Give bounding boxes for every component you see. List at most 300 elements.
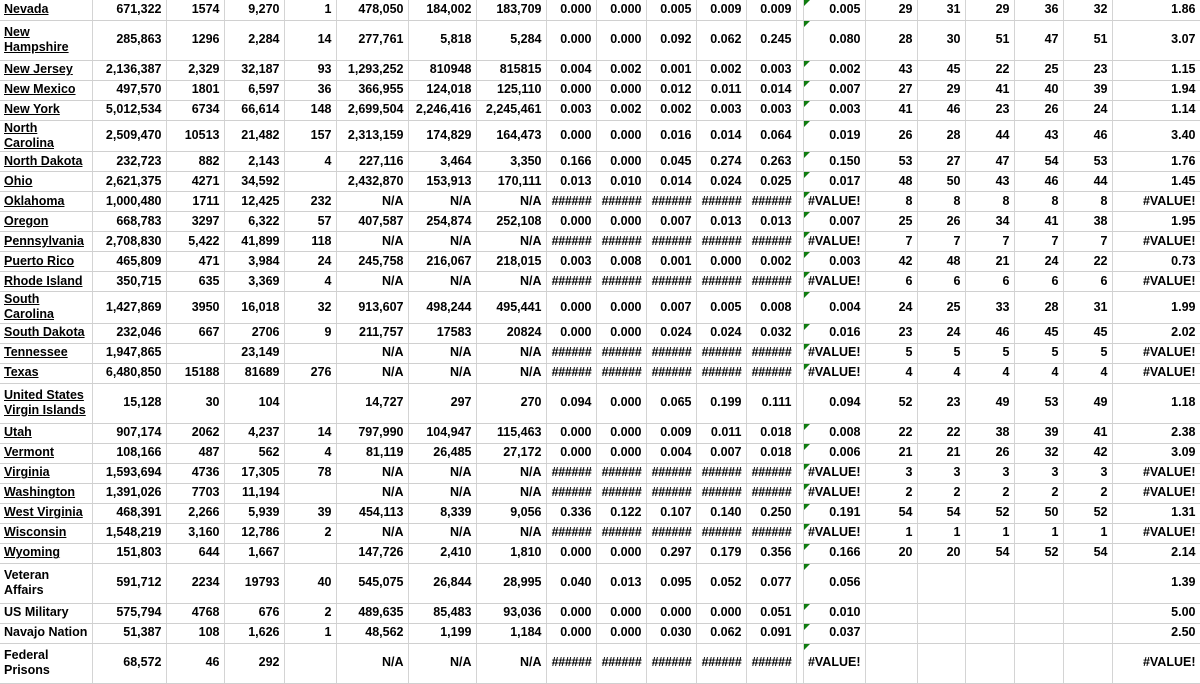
ratio-cell[interactable]: #VALUE!	[1112, 343, 1200, 363]
jurisdiction-link[interactable]: Utah	[4, 425, 32, 440]
cell-decimal[interactable]: 0.179	[696, 543, 746, 563]
cell-decimal[interactable]: 0.199	[696, 383, 746, 423]
cell-decimal[interactable]: 0.000	[546, 212, 596, 232]
cell-decimal[interactable]: 0.336	[546, 503, 596, 523]
cell-count[interactable]: 32,187	[224, 60, 284, 80]
cell-rank[interactable]: 45	[1063, 323, 1112, 343]
cell-decimal[interactable]: 0.013	[596, 563, 646, 603]
ratio-cell[interactable]: 2.02	[1112, 323, 1200, 343]
cell-count[interactable]: 4	[284, 443, 336, 463]
cell-decimal[interactable]: 0.012	[646, 80, 696, 100]
table-row[interactable]	[0, 192, 1200, 212]
row-header-jurisdiction[interactable]	[0, 80, 92, 100]
cell-dec-6[interactable]: #VALUE!	[803, 463, 865, 483]
cell-decimal[interactable]: 0.000	[546, 323, 596, 343]
ratio-cell[interactable]: #VALUE!	[1112, 483, 1200, 503]
cell-rank[interactable]: 40	[1014, 80, 1063, 100]
jurisdiction-link[interactable]: New Hampshire	[4, 24, 69, 54]
cell-decimal[interactable]: ######	[546, 192, 596, 212]
cell-count[interactable]: 2,699,504	[336, 100, 408, 120]
cell-rank[interactable]: 7	[865, 232, 917, 252]
cell-count[interactable]: 30	[166, 383, 224, 423]
table-row[interactable]	[0, 152, 1200, 172]
cell-count[interactable]: 51,387	[92, 623, 166, 643]
cell-decimal[interactable]: ######	[696, 523, 746, 543]
cell-decimal[interactable]: ######	[746, 643, 796, 683]
cell-rank[interactable]: 53	[1063, 152, 1112, 172]
cell-count[interactable]: 276	[284, 363, 336, 383]
cell-count[interactable]: 40	[284, 563, 336, 603]
cell-decimal[interactable]: 0.016	[646, 120, 696, 152]
ratio-cell[interactable]: #VALUE!	[1112, 463, 1200, 483]
jurisdiction-link[interactable]: Pennsylvania	[4, 233, 84, 248]
cell-decimal[interactable]: 0.062	[696, 623, 746, 643]
cell-count[interactable]: N/A	[336, 523, 408, 543]
cell-count[interactable]: 93	[284, 60, 336, 80]
cell-count[interactable]: 68,572	[92, 643, 166, 683]
cell-count[interactable]: 211,757	[336, 323, 408, 343]
cell-count[interactable]: 34,592	[224, 172, 284, 192]
cell-count[interactable]: 15188	[166, 363, 224, 383]
jurisdiction-link[interactable]: New Jersey	[4, 62, 73, 77]
cell-rank[interactable]: 6	[865, 272, 917, 292]
cell-rank[interactable]: 5	[917, 343, 965, 363]
cell-decimal[interactable]: 0.111	[746, 383, 796, 423]
cell-decimal[interactable]: ######	[646, 192, 696, 212]
cell-rank[interactable]	[1014, 603, 1063, 623]
cell-decimal[interactable]: 0.007	[646, 212, 696, 232]
cell-count[interactable]: 218,015	[476, 252, 546, 272]
cell-rank[interactable]: 22	[917, 423, 965, 443]
cell-rank[interactable]: 34	[965, 212, 1014, 232]
cell-count[interactable]: N/A	[476, 483, 546, 503]
cell-count[interactable]: 882	[166, 152, 224, 172]
cell-count[interactable]: 3,984	[224, 252, 284, 272]
row-header-jurisdiction[interactable]	[0, 60, 92, 80]
cell-decimal[interactable]: 0.009	[696, 0, 746, 20]
table-row[interactable]	[0, 363, 1200, 383]
cell-rank[interactable]: 32	[1014, 443, 1063, 463]
ratio-cell[interactable]: 3.09	[1112, 443, 1200, 463]
cell-rank[interactable]: 24	[917, 323, 965, 343]
cell-decimal[interactable]: ######	[646, 363, 696, 383]
row-header-jurisdiction[interactable]	[0, 643, 92, 683]
cell-rank[interactable]: 1	[1014, 523, 1063, 543]
cell-dec-6[interactable]: 0.166	[803, 543, 865, 563]
table-row[interactable]	[0, 643, 1200, 683]
row-header-jurisdiction[interactable]	[0, 192, 92, 212]
cell-decimal[interactable]: ######	[596, 483, 646, 503]
ratio-cell[interactable]: 2.50	[1112, 623, 1200, 643]
cell-count[interactable]: 1,199	[408, 623, 476, 643]
cell-rank[interactable]: 44	[965, 120, 1014, 152]
table-row[interactable]	[0, 80, 1200, 100]
cell-decimal[interactable]: 0.009	[746, 0, 796, 20]
cell-count[interactable]: 15,128	[92, 383, 166, 423]
cell-decimal[interactable]: 0.000	[596, 212, 646, 232]
cell-count[interactable]: 2	[284, 523, 336, 543]
cell-rank[interactable]: 46	[917, 100, 965, 120]
cell-rank[interactable]: 6	[917, 272, 965, 292]
cell-count[interactable]: N/A	[408, 192, 476, 212]
cell-decimal[interactable]: ######	[646, 483, 696, 503]
cell-rank[interactable]: 2	[1063, 483, 1112, 503]
cell-rank[interactable]: 3	[917, 463, 965, 483]
cell-count[interactable]: 1711	[166, 192, 224, 212]
cell-decimal[interactable]: ######	[546, 523, 596, 543]
cell-decimal[interactable]: 0.002	[596, 60, 646, 80]
row-header-jurisdiction[interactable]	[0, 20, 92, 60]
cell-rank[interactable]: 2	[865, 483, 917, 503]
cell-decimal[interactable]: 0.000	[596, 383, 646, 423]
cell-rank[interactable]	[865, 563, 917, 603]
cell-decimal[interactable]: 0.045	[646, 152, 696, 172]
cell-count[interactable]: 5,939	[224, 503, 284, 523]
cell-count[interactable]: 815815	[476, 60, 546, 80]
cell-count[interactable]: 252,108	[476, 212, 546, 232]
cell-decimal[interactable]: 0.008	[746, 292, 796, 324]
cell-rank[interactable]: 45	[1014, 323, 1063, 343]
cell-decimal[interactable]: 0.274	[696, 152, 746, 172]
cell-dec-6[interactable]: #VALUE!	[803, 363, 865, 383]
cell-rank[interactable]: 28	[1014, 292, 1063, 324]
cell-count[interactable]: 85,483	[408, 603, 476, 623]
cell-count[interactable]: 285,863	[92, 20, 166, 60]
cell-decimal[interactable]: 0.003	[546, 100, 596, 120]
cell-count[interactable]: 3297	[166, 212, 224, 232]
cell-decimal[interactable]: 0.000	[596, 120, 646, 152]
cell-count[interactable]: 39	[284, 503, 336, 523]
cell-rank[interactable]: 48	[865, 172, 917, 192]
table-row[interactable]	[0, 383, 1200, 423]
ratio-cell[interactable]: 1.86	[1112, 0, 1200, 20]
cell-dec-6[interactable]: 0.007	[803, 80, 865, 100]
cell-decimal[interactable]: 0.065	[646, 383, 696, 423]
cell-rank[interactable]: 52	[1063, 503, 1112, 523]
cell-count[interactable]: 575,794	[92, 603, 166, 623]
cell-count[interactable]: 125,110	[476, 80, 546, 100]
cell-rank[interactable]: 26	[917, 212, 965, 232]
row-header-jurisdiction[interactable]	[0, 120, 92, 152]
cell-count[interactable]: 1,667	[224, 543, 284, 563]
ratio-cell[interactable]: 1.76	[1112, 152, 1200, 172]
cell-count[interactable]: 46	[166, 643, 224, 683]
cell-count[interactable]: N/A	[336, 232, 408, 252]
ratio-cell[interactable]: #VALUE!	[1112, 232, 1200, 252]
jurisdiction-link[interactable]: Virginia	[4, 465, 50, 480]
cell-rank[interactable]: 46	[1014, 172, 1063, 192]
cell-rank[interactable]: 24	[1014, 252, 1063, 272]
cell-decimal[interactable]: ######	[696, 363, 746, 383]
ratio-cell[interactable]: #VALUE!	[1112, 523, 1200, 543]
cell-rank[interactable]: 45	[917, 60, 965, 80]
cell-rank[interactable]: 51	[965, 20, 1014, 60]
table-row[interactable]	[0, 20, 1200, 60]
cell-count[interactable]: N/A	[336, 343, 408, 363]
cell-count[interactable]: N/A	[408, 363, 476, 383]
cell-decimal[interactable]: 0.013	[696, 212, 746, 232]
cell-count[interactable]: N/A	[476, 192, 546, 212]
cell-count[interactable]: 471	[166, 252, 224, 272]
cell-rank[interactable]: 1	[965, 523, 1014, 543]
cell-count[interactable]: 5,012,534	[92, 100, 166, 120]
cell-decimal[interactable]: ######	[646, 343, 696, 363]
cell-rank[interactable]: 23	[1063, 60, 1112, 80]
cell-rank[interactable]: 32	[1063, 0, 1112, 20]
cell-rank[interactable]	[1063, 623, 1112, 643]
cell-dec-6[interactable]: 0.008	[803, 423, 865, 443]
cell-decimal[interactable]: 0.025	[746, 172, 796, 192]
row-header-jurisdiction[interactable]	[0, 232, 92, 252]
cell-count[interactable]: 8,339	[408, 503, 476, 523]
ratio-cell[interactable]: 3.07	[1112, 20, 1200, 60]
cell-count[interactable]: 270	[476, 383, 546, 423]
cell-decimal[interactable]: 0.052	[696, 563, 746, 603]
cell-rank[interactable]: 28	[917, 120, 965, 152]
cell-decimal[interactable]: 0.002	[646, 100, 696, 120]
cell-rank[interactable]: 30	[917, 20, 965, 60]
cell-rank[interactable]	[1063, 603, 1112, 623]
cell-decimal[interactable]: 0.000	[546, 0, 596, 20]
table-row[interactable]	[0, 232, 1200, 252]
cell-count[interactable]: 562	[224, 443, 284, 463]
cell-count[interactable]: 407,587	[336, 212, 408, 232]
cell-count[interactable]: 2,313,159	[336, 120, 408, 152]
cell-dec-6[interactable]: 0.003	[803, 100, 865, 120]
table-row[interactable]	[0, 463, 1200, 483]
cell-count[interactable]: N/A	[476, 463, 546, 483]
row-header-jurisdiction[interactable]	[0, 152, 92, 172]
cell-count[interactable]: 6734	[166, 100, 224, 120]
cell-count[interactable]: 108	[166, 623, 224, 643]
cell-rank[interactable]: 50	[917, 172, 965, 192]
cell-count[interactable]: 93,036	[476, 603, 546, 623]
cell-rank[interactable]: 8	[917, 192, 965, 212]
cell-count[interactable]: 2	[284, 603, 336, 623]
ratio-cell[interactable]: 1.14	[1112, 100, 1200, 120]
row-header-jurisdiction[interactable]	[0, 603, 92, 623]
cell-rank[interactable]	[1014, 623, 1063, 643]
cell-count[interactable]: 115,463	[476, 423, 546, 443]
cell-dec-6[interactable]: #VALUE!	[803, 643, 865, 683]
row-header-jurisdiction[interactable]	[0, 523, 92, 543]
cell-decimal[interactable]: 0.000	[596, 152, 646, 172]
cell-rank[interactable]: 24	[1063, 100, 1112, 120]
cell-rank[interactable]: 22	[965, 60, 1014, 80]
cell-decimal[interactable]: 0.011	[696, 80, 746, 100]
cell-count[interactable]: 1801	[166, 80, 224, 100]
cell-dec-6[interactable]: 0.016	[803, 323, 865, 343]
cell-decimal[interactable]: 0.000	[546, 443, 596, 463]
cell-count[interactable]: 2,621,375	[92, 172, 166, 192]
cell-dec-6[interactable]: 0.007	[803, 212, 865, 232]
cell-rank[interactable]: 3	[1063, 463, 1112, 483]
table-row[interactable]	[0, 443, 1200, 463]
cell-rank[interactable]: 7	[1063, 232, 1112, 252]
ratio-cell[interactable]: 2.14	[1112, 543, 1200, 563]
table-row[interactable]	[0, 172, 1200, 192]
table-row[interactable]	[0, 623, 1200, 643]
cell-count[interactable]: 26,844	[408, 563, 476, 603]
cell-count[interactable]: 14	[284, 423, 336, 443]
jurisdiction-link[interactable]: West Virginia	[4, 505, 83, 520]
cell-decimal[interactable]: ######	[696, 463, 746, 483]
cell-count[interactable]: 14,727	[336, 383, 408, 423]
cell-rank[interactable]: 33	[965, 292, 1014, 324]
table-row[interactable]	[0, 120, 1200, 152]
cell-rank[interactable]: 38	[965, 423, 1014, 443]
cell-count[interactable]: 57	[284, 212, 336, 232]
cell-decimal[interactable]: 0.024	[696, 172, 746, 192]
jurisdiction-link[interactable]: Wyoming	[4, 545, 61, 560]
cell-dec-6[interactable]: 0.037	[803, 623, 865, 643]
cell-count[interactable]: 1574	[166, 0, 224, 20]
cell-rank[interactable]	[1014, 563, 1063, 603]
cell-count[interactable]	[284, 483, 336, 503]
cell-count[interactable]: 635	[166, 272, 224, 292]
cell-decimal[interactable]: 0.001	[646, 252, 696, 272]
cell-rank[interactable]: 2	[965, 483, 1014, 503]
cell-count[interactable]: 1	[284, 623, 336, 643]
cell-count[interactable]: 5,422	[166, 232, 224, 252]
cell-count[interactable]: 10513	[166, 120, 224, 152]
cell-count[interactable]: 1,000,480	[92, 192, 166, 212]
cell-rank[interactable]: 54	[965, 543, 1014, 563]
row-header-jurisdiction[interactable]	[0, 383, 92, 423]
cell-count[interactable]: 184,002	[408, 0, 476, 20]
cell-decimal[interactable]: 0.004	[646, 443, 696, 463]
jurisdiction-link[interactable]: Ohio	[4, 173, 33, 188]
cell-rank[interactable]: 21	[965, 252, 1014, 272]
cell-rank[interactable]: 4	[865, 363, 917, 383]
cell-dec-6[interactable]: 0.004	[803, 292, 865, 324]
cell-decimal[interactable]: 0.018	[746, 423, 796, 443]
cell-count[interactable]: 465,809	[92, 252, 166, 272]
cell-count[interactable]: N/A	[408, 483, 476, 503]
cell-rank[interactable]: 28	[865, 20, 917, 60]
cell-count[interactable]: 254,874	[408, 212, 476, 232]
cell-count[interactable]: 366,955	[336, 80, 408, 100]
cell-rank[interactable]: 22	[865, 423, 917, 443]
cell-dec-6[interactable]: 0.150	[803, 152, 865, 172]
row-header-jurisdiction[interactable]	[0, 543, 92, 563]
cell-rank[interactable]: 25	[865, 212, 917, 232]
row-header-jurisdiction[interactable]	[0, 272, 92, 292]
cell-count[interactable]: 3950	[166, 292, 224, 324]
cell-rank[interactable]: 38	[1063, 212, 1112, 232]
cell-decimal[interactable]: 0.000	[546, 20, 596, 60]
cell-count[interactable]: 118	[284, 232, 336, 252]
cell-count[interactable]: 797,990	[336, 423, 408, 443]
cell-rank[interactable]	[917, 603, 965, 623]
cell-count[interactable]: 2,432,870	[336, 172, 408, 192]
cell-rank[interactable]: 23	[917, 383, 965, 423]
table-row[interactable]	[0, 423, 1200, 443]
cell-count[interactable]: 1,593,694	[92, 463, 166, 483]
table-row[interactable]	[0, 100, 1200, 120]
cell-count[interactable]: 3,160	[166, 523, 224, 543]
cell-count[interactable]: 17,305	[224, 463, 284, 483]
ratio-cell[interactable]: 2.38	[1112, 423, 1200, 443]
cell-decimal[interactable]: 0.004	[546, 60, 596, 80]
cell-count[interactable]: 2,246,416	[408, 100, 476, 120]
cell-rank[interactable]: 7	[965, 232, 1014, 252]
cell-dec-6[interactable]: 0.003	[803, 252, 865, 272]
cell-rank[interactable]: 29	[865, 0, 917, 20]
jurisdiction-link[interactable]: Washington	[4, 485, 76, 500]
ratio-cell[interactable]: 1.99	[1112, 292, 1200, 324]
row-header-jurisdiction[interactable]	[0, 503, 92, 523]
cell-decimal[interactable]: 0.003	[746, 100, 796, 120]
ratio-cell[interactable]: 1.94	[1112, 80, 1200, 100]
table-row[interactable]	[0, 543, 1200, 563]
cell-rank[interactable]: 50	[1014, 503, 1063, 523]
cell-rank[interactable]	[965, 603, 1014, 623]
cell-decimal[interactable]: 0.007	[646, 292, 696, 324]
cell-count[interactable]: 151,803	[92, 543, 166, 563]
cell-count[interactable]: 1,626	[224, 623, 284, 643]
cell-rank[interactable]: 27	[865, 80, 917, 100]
cell-count[interactable]: 12,786	[224, 523, 284, 543]
cell-count[interactable]: 66,614	[224, 100, 284, 120]
jurisdiction-link[interactable]: Nevada	[4, 2, 49, 17]
row-header-jurisdiction[interactable]	[0, 343, 92, 363]
cell-decimal[interactable]: 0.051	[746, 603, 796, 623]
cell-count[interactable]: 478,050	[336, 0, 408, 20]
cell-decimal[interactable]: ######	[546, 272, 596, 292]
cell-rank[interactable]: 25	[917, 292, 965, 324]
jurisdiction-link[interactable]: Tennessee	[4, 345, 68, 360]
cell-decimal[interactable]: 0.000	[696, 252, 746, 272]
cell-decimal[interactable]: 0.014	[646, 172, 696, 192]
cell-rank[interactable]: 49	[1063, 383, 1112, 423]
cell-count[interactable]: 32	[284, 292, 336, 324]
cell-rank[interactable]: 5	[1063, 343, 1112, 363]
cell-count[interactable]: 104,947	[408, 423, 476, 443]
cell-count[interactable]: 2706	[224, 323, 284, 343]
cell-count[interactable]	[284, 172, 336, 192]
cell-decimal[interactable]: 0.000	[546, 292, 596, 324]
cell-decimal[interactable]: 0.263	[746, 152, 796, 172]
cell-rank[interactable]: 26	[865, 120, 917, 152]
cell-rank[interactable]: 43	[865, 60, 917, 80]
row-header-jurisdiction[interactable]	[0, 0, 92, 20]
cell-rank[interactable]: 53	[865, 152, 917, 172]
cell-decimal[interactable]: 0.000	[596, 603, 646, 623]
jurisdiction-link[interactable]: New York	[4, 102, 60, 117]
cell-rank[interactable]: 31	[1063, 292, 1112, 324]
cell-rank[interactable]: 41	[1014, 212, 1063, 232]
cell-count[interactable]: 1296	[166, 20, 224, 60]
cell-decimal[interactable]: ######	[546, 643, 596, 683]
cell-decimal[interactable]: ######	[696, 343, 746, 363]
cell-decimal[interactable]: 0.107	[646, 503, 696, 523]
cell-rank[interactable]: 21	[865, 443, 917, 463]
cell-dec-6[interactable]: #VALUE!	[803, 272, 865, 292]
cell-decimal[interactable]: ######	[596, 232, 646, 252]
cell-rank[interactable]: 46	[1063, 120, 1112, 152]
cell-rank[interactable]: 8	[865, 192, 917, 212]
jurisdiction-link[interactable]: Oregon	[4, 213, 49, 228]
cell-decimal[interactable]: ######	[546, 363, 596, 383]
cell-rank[interactable]: 4	[965, 363, 1014, 383]
cell-count[interactable]: 183,709	[476, 0, 546, 20]
cell-rank[interactable]: 4	[1063, 363, 1112, 383]
cell-count[interactable]: 28,995	[476, 563, 546, 603]
cell-rank[interactable]: 29	[965, 0, 1014, 20]
cell-rank[interactable]: 1	[865, 523, 917, 543]
cell-decimal[interactable]: ######	[746, 523, 796, 543]
